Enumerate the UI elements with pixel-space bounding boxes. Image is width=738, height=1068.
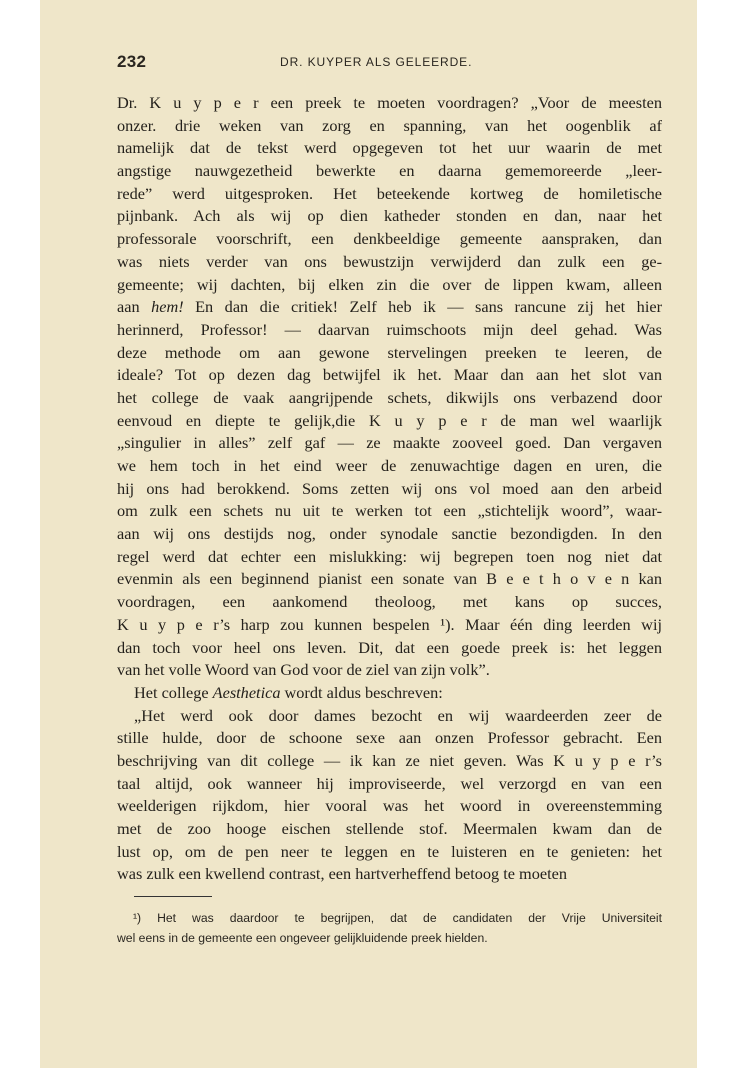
text-line: was zulk een kwellend contrast, een hartverheffend betoog te moeten	[117, 864, 567, 884]
text-line: „Het werd ook door dames bezocht en wij waardeerden zeer de	[134, 705, 662, 725]
text-line: deze methode om aan gewone stervelingen preeken te leeren, de	[117, 342, 662, 362]
footnote-divider	[134, 896, 212, 897]
text-line: herinnerd, Professor! — daarvan ruimschoots mijn deel gehad. Was	[117, 319, 662, 339]
text-line: beschrijving van dit college — ik kan ze niet geven. Was K u y p e r’s	[117, 750, 662, 770]
text-line: angstige nauwgezetheid bewerkte en daarna gememoreerde „leer-	[117, 161, 662, 181]
footnote-line: ¹) Het was daardoor te begrijpen, dat de candidaten der Vrije Universiteit	[133, 911, 662, 925]
text-line: was niets verder van ons bewustzijn verwijderd dan zulk een ge-	[117, 251, 662, 271]
text-line: hij ons had berokkend. Soms zetten wij ons vol moed aan den arbeid	[117, 478, 662, 498]
scan-right-margin	[697, 0, 738, 1068]
text-line: eenvoud en diepte te gelijk,die K u y p e r de man wel waarlijk	[117, 410, 662, 430]
running-title: DR. KUYPER ALS GELEERDE.	[280, 55, 473, 69]
text-line: weelderigen rijkdom, hier vooral was het woord in overeenstemming	[117, 796, 662, 816]
text-line: aan hem! En dan die critiek! Zelf heb ik — sans rancune zij het hier	[117, 297, 662, 317]
scan-left-margin	[0, 0, 40, 1068]
text-line: K u y p e r’s harp zou kunnen bespelen ¹). Maar één ding leerden wij	[117, 614, 662, 634]
emphasis: hem!	[151, 297, 184, 317]
text-line: rede” werd uitgesproken. Het beteekende kortweg de homiletische	[117, 183, 662, 203]
footnote	[117, 908, 662, 948]
text-line: evenmin als een beginnend pianist een sonate van B e e t h o v e n kan	[117, 569, 662, 589]
text-line: het college de vaak aangrijpende schets, dikwijls ons verbazend door	[117, 387, 662, 407]
page-header	[117, 52, 662, 76]
footnote-line: wel eens in de gemeente een ongeveer gelijkluidende preek hielden.	[117, 931, 488, 945]
text-line: taal altijd, ook wanneer hij improviseerde, wel verzorgd en van een	[117, 773, 662, 793]
text-line: voordragen, een aankomend theoloog, met kans op succes,	[117, 592, 662, 612]
page-number: 232	[117, 52, 147, 71]
text-line: ideale? Tot op dezen dag betwijfel ik het. Maar dan aan het slot van	[117, 365, 662, 385]
text-line: pijnbank. Ach als wij op dien katheder stonden en dan, naar het	[117, 206, 662, 226]
text-line: stille hulde, door de schoone sexe aan onzen Professor gebracht. Een	[117, 728, 662, 748]
text-line: van het volle Woord van God voor de ziel van zijn volk”.	[117, 660, 490, 680]
text-line: dan toch voor heel ons leven. Dit, dat een goede preek is: het leggen	[117, 637, 662, 657]
text-line: professorale voorschrift, een denkbeeldige gemeente aanspraken, dan	[117, 229, 662, 249]
text-line: met de zoo hooge eischen stellende stof. Meermalen kwam dan de	[117, 819, 662, 838]
text-line: aan wij ons destijds nog, onder synodale sanctie bezondigden. In den	[117, 524, 662, 544]
text-line: regel werd dat echter een mislukking: wij begrepen toen nog niet dat	[117, 546, 662, 566]
text-line: gemeente; wij dachten, bij elken zin die over de lippen kwam, alleen	[117, 274, 662, 294]
text-line: Dr. K u y p e r een preek te moeten voordragen? „Voor de meesten	[117, 93, 662, 112]
text-line: om zulk een schets nu uit te werken tot een „stichtelijk woord”, waar-	[117, 501, 662, 521]
body-text	[117, 92, 662, 886]
text-line: onzer. drie weken van zorg en spanning, van het oogenblik af	[117, 115, 662, 135]
text-line: Het college Aesthetica wordt aldus beschreven:	[134, 682, 443, 702]
text-line: „singulier in alles” zelf gaf — ze maakte zooveel goed. Dan vergaven	[117, 433, 662, 453]
text-line: we hem toch in het eind weer de zenuwachtige dagen en uren, die	[117, 456, 662, 475]
text-line: namelijk dat de tekst werd opgegeven tot het uur waarin de met	[117, 138, 662, 158]
emphasis: Aesthetica	[212, 682, 281, 702]
text-line: lust op, om de pen neer te leggen en te luisteren en te genieten: het	[117, 841, 662, 861]
